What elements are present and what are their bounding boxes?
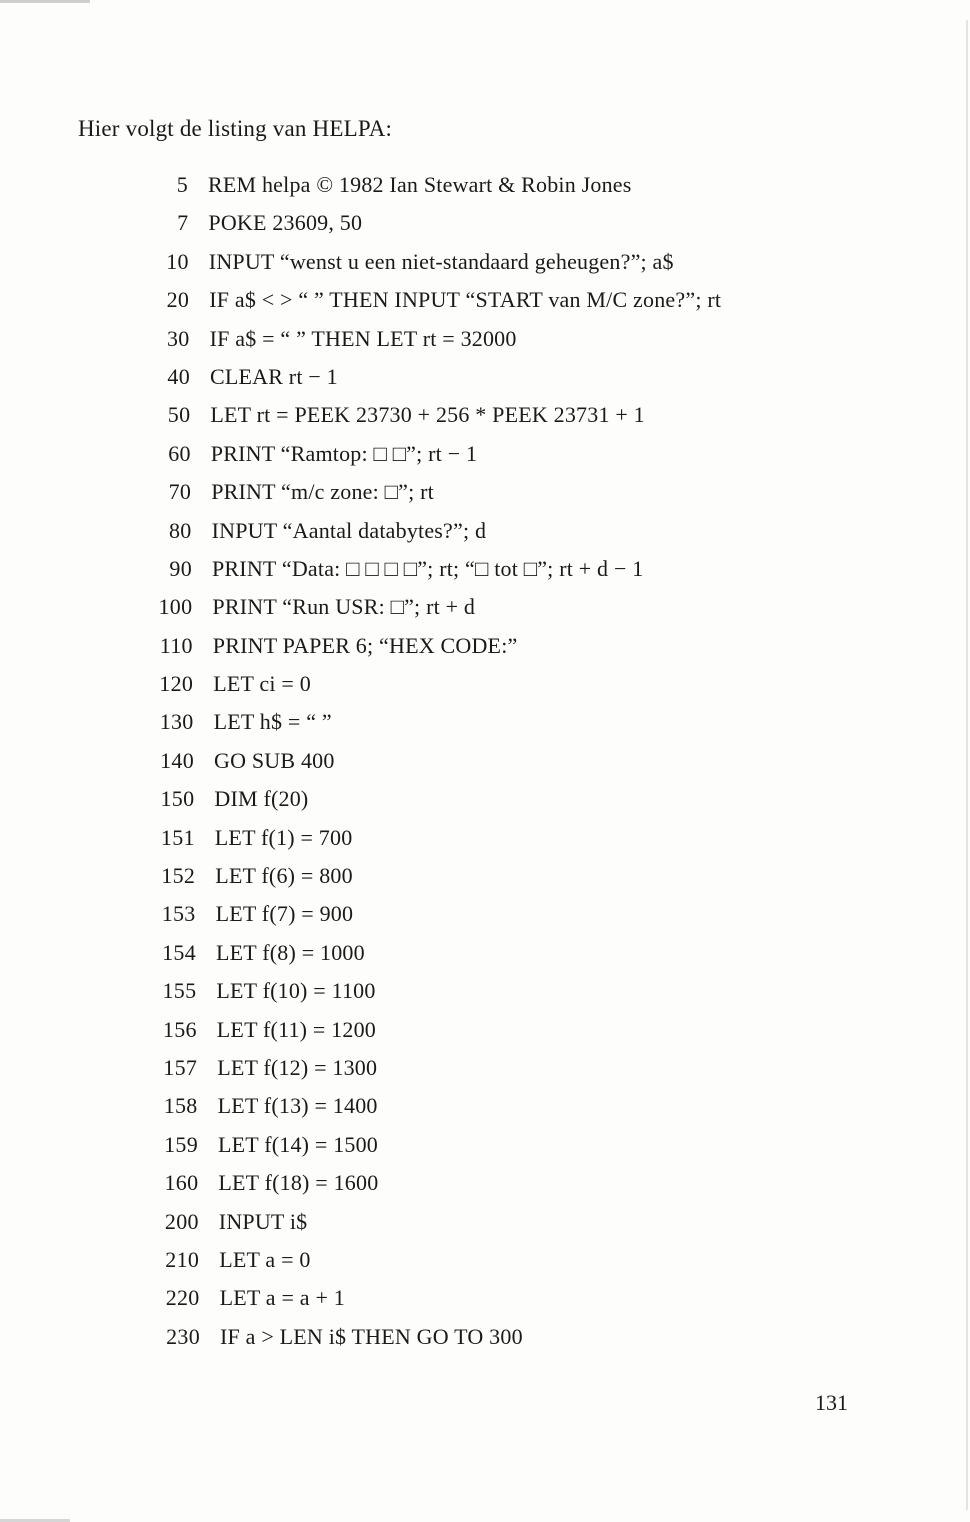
listing-line	[0, 550, 970, 588]
line-number: 140	[160, 747, 194, 773]
listing-line	[0, 243, 970, 281]
basic-statement: LET rt = PEEK 23730 + 256 * PEEK 23731 + 1	[210, 402, 645, 428]
basic-statement: POKE 23609, 50	[208, 210, 363, 236]
listing-line	[0, 665, 970, 703]
scan-edge-mark-top	[0, 0, 90, 3]
line-number: 20	[166, 287, 190, 313]
basic-statement: REM helpa © 1982 Ian Stewart & Robin Jones	[208, 172, 632, 197]
listing-line	[0, 1318, 970, 1356]
basic-statement: LET ci = 0	[213, 671, 311, 697]
listing-line	[0, 742, 970, 780]
listing-line	[0, 473, 970, 511]
line-number: 110	[159, 632, 193, 658]
listing-line	[0, 780, 970, 818]
basic-statement: LET f(14) = 1500	[218, 1131, 379, 1157]
line-number: 90	[169, 555, 192, 581]
basic-statement: PRINT “Data: □ □ □ □”; rt; “□ tot □”; rt + d − 1	[212, 555, 644, 581]
line-number: 220	[165, 1285, 200, 1311]
listing-line	[0, 934, 970, 972]
listing-line	[0, 1164, 970, 1202]
listing-line	[0, 320, 970, 358]
basic-statement: LET f(6) = 800	[215, 863, 353, 889]
basic-statement: LET f(12) = 1300	[217, 1054, 378, 1080]
line-number: 153	[161, 901, 196, 927]
basic-program-listing	[0, 166, 970, 1356]
basic-statement: INPUT i$	[218, 1208, 308, 1234]
line-number: 70	[168, 479, 192, 505]
basic-statement: LET f(7) = 900	[215, 901, 354, 927]
basic-statement: GO SUB 400	[214, 747, 335, 773]
line-number: 40	[167, 363, 190, 389]
listing-line	[0, 1279, 970, 1317]
basic-statement: INPUT “Aantal databytes?”; d	[211, 517, 487, 543]
listing-line	[0, 1126, 970, 1164]
listing-line	[0, 1011, 970, 1049]
listing-line	[0, 166, 970, 204]
basic-statement: PRINT “Run USR: □”; rt + d	[212, 594, 476, 620]
line-number: 155	[162, 978, 197, 1004]
basic-statement: IF a > LEN i$ THEN GO TO 300	[220, 1323, 523, 1349]
basic-statement: INPUT “wenst u een niet-standaard geheugen?”; a$	[208, 248, 674, 274]
listing-line	[0, 281, 970, 319]
basic-statement: PRINT PAPER 6; “HEX CODE:”	[212, 632, 518, 658]
listing-line	[0, 1203, 970, 1241]
basic-statement: CLEAR rt − 1	[210, 363, 338, 389]
line-number: 230	[166, 1323, 200, 1349]
basic-statement: LET f(18) = 1600	[218, 1170, 379, 1196]
line-number: 154	[162, 939, 196, 965]
basic-statement: LET a = a + 1	[219, 1285, 345, 1311]
line-number: 150	[160, 786, 195, 812]
intro-text: Hier volgt de listing van HELPA:	[78, 116, 393, 141]
line-number: 60	[168, 440, 191, 466]
basic-statement: IF a$ = “ ” THEN LET rt = 32000	[209, 325, 517, 351]
basic-statement: DIM f(20)	[214, 786, 309, 812]
basic-statement: PRINT “Ramtop: □ □”; rt − 1	[210, 440, 478, 466]
basic-statement: LET f(11) = 1200	[216, 1016, 376, 1042]
line-number: 120	[159, 671, 194, 697]
basic-statement: LET f(1) = 700	[214, 824, 353, 850]
listing-line	[0, 435, 970, 473]
listing-line	[0, 972, 970, 1010]
listing-line	[0, 358, 970, 396]
basic-statement: PRINT “m/c zone: □”; rt	[211, 479, 434, 505]
line-number: 80	[169, 517, 192, 543]
listing-line	[0, 627, 970, 665]
line-number: 10	[166, 248, 189, 274]
line-number: 50	[167, 402, 191, 428]
line-number: 130	[159, 709, 194, 735]
basic-statement: IF a$ < > “ ” THEN INPUT “START van M/C zone?”; rt	[209, 287, 722, 313]
line-number: 160	[164, 1170, 199, 1196]
listing-line	[0, 512, 970, 550]
line-number: 100	[158, 594, 193, 620]
listing-line	[0, 1087, 970, 1125]
basic-statement: LET f(10) = 1100	[216, 978, 376, 1004]
listing-line	[0, 1241, 970, 1279]
line-number: 156	[162, 1016, 197, 1042]
basic-statement: LET h$ = “ ”	[213, 709, 332, 735]
listing-line	[0, 895, 970, 933]
line-number: 7	[177, 210, 189, 236]
listing-line	[0, 703, 970, 741]
line-number: 151	[160, 824, 195, 850]
basic-statement: LET a = 0	[219, 1246, 311, 1272]
listing-line	[0, 204, 970, 242]
listing-line	[0, 819, 970, 857]
line-number: 159	[164, 1131, 198, 1157]
listing-line	[0, 857, 970, 895]
basic-statement: LET f(13) = 1400	[217, 1093, 378, 1119]
line-number: 158	[163, 1093, 198, 1119]
line-number: 5	[176, 172, 188, 197]
listing-line	[0, 396, 970, 434]
basic-statement: LET f(8) = 1000	[216, 939, 365, 965]
listing-line	[0, 1049, 970, 1087]
line-number: 157	[163, 1054, 198, 1080]
line-number: 200	[164, 1208, 199, 1234]
line-number: 210	[165, 1246, 200, 1272]
page-number: 131	[815, 1390, 848, 1415]
line-number: 152	[161, 863, 196, 889]
line-number: 30	[167, 325, 190, 351]
listing-line	[0, 588, 970, 626]
